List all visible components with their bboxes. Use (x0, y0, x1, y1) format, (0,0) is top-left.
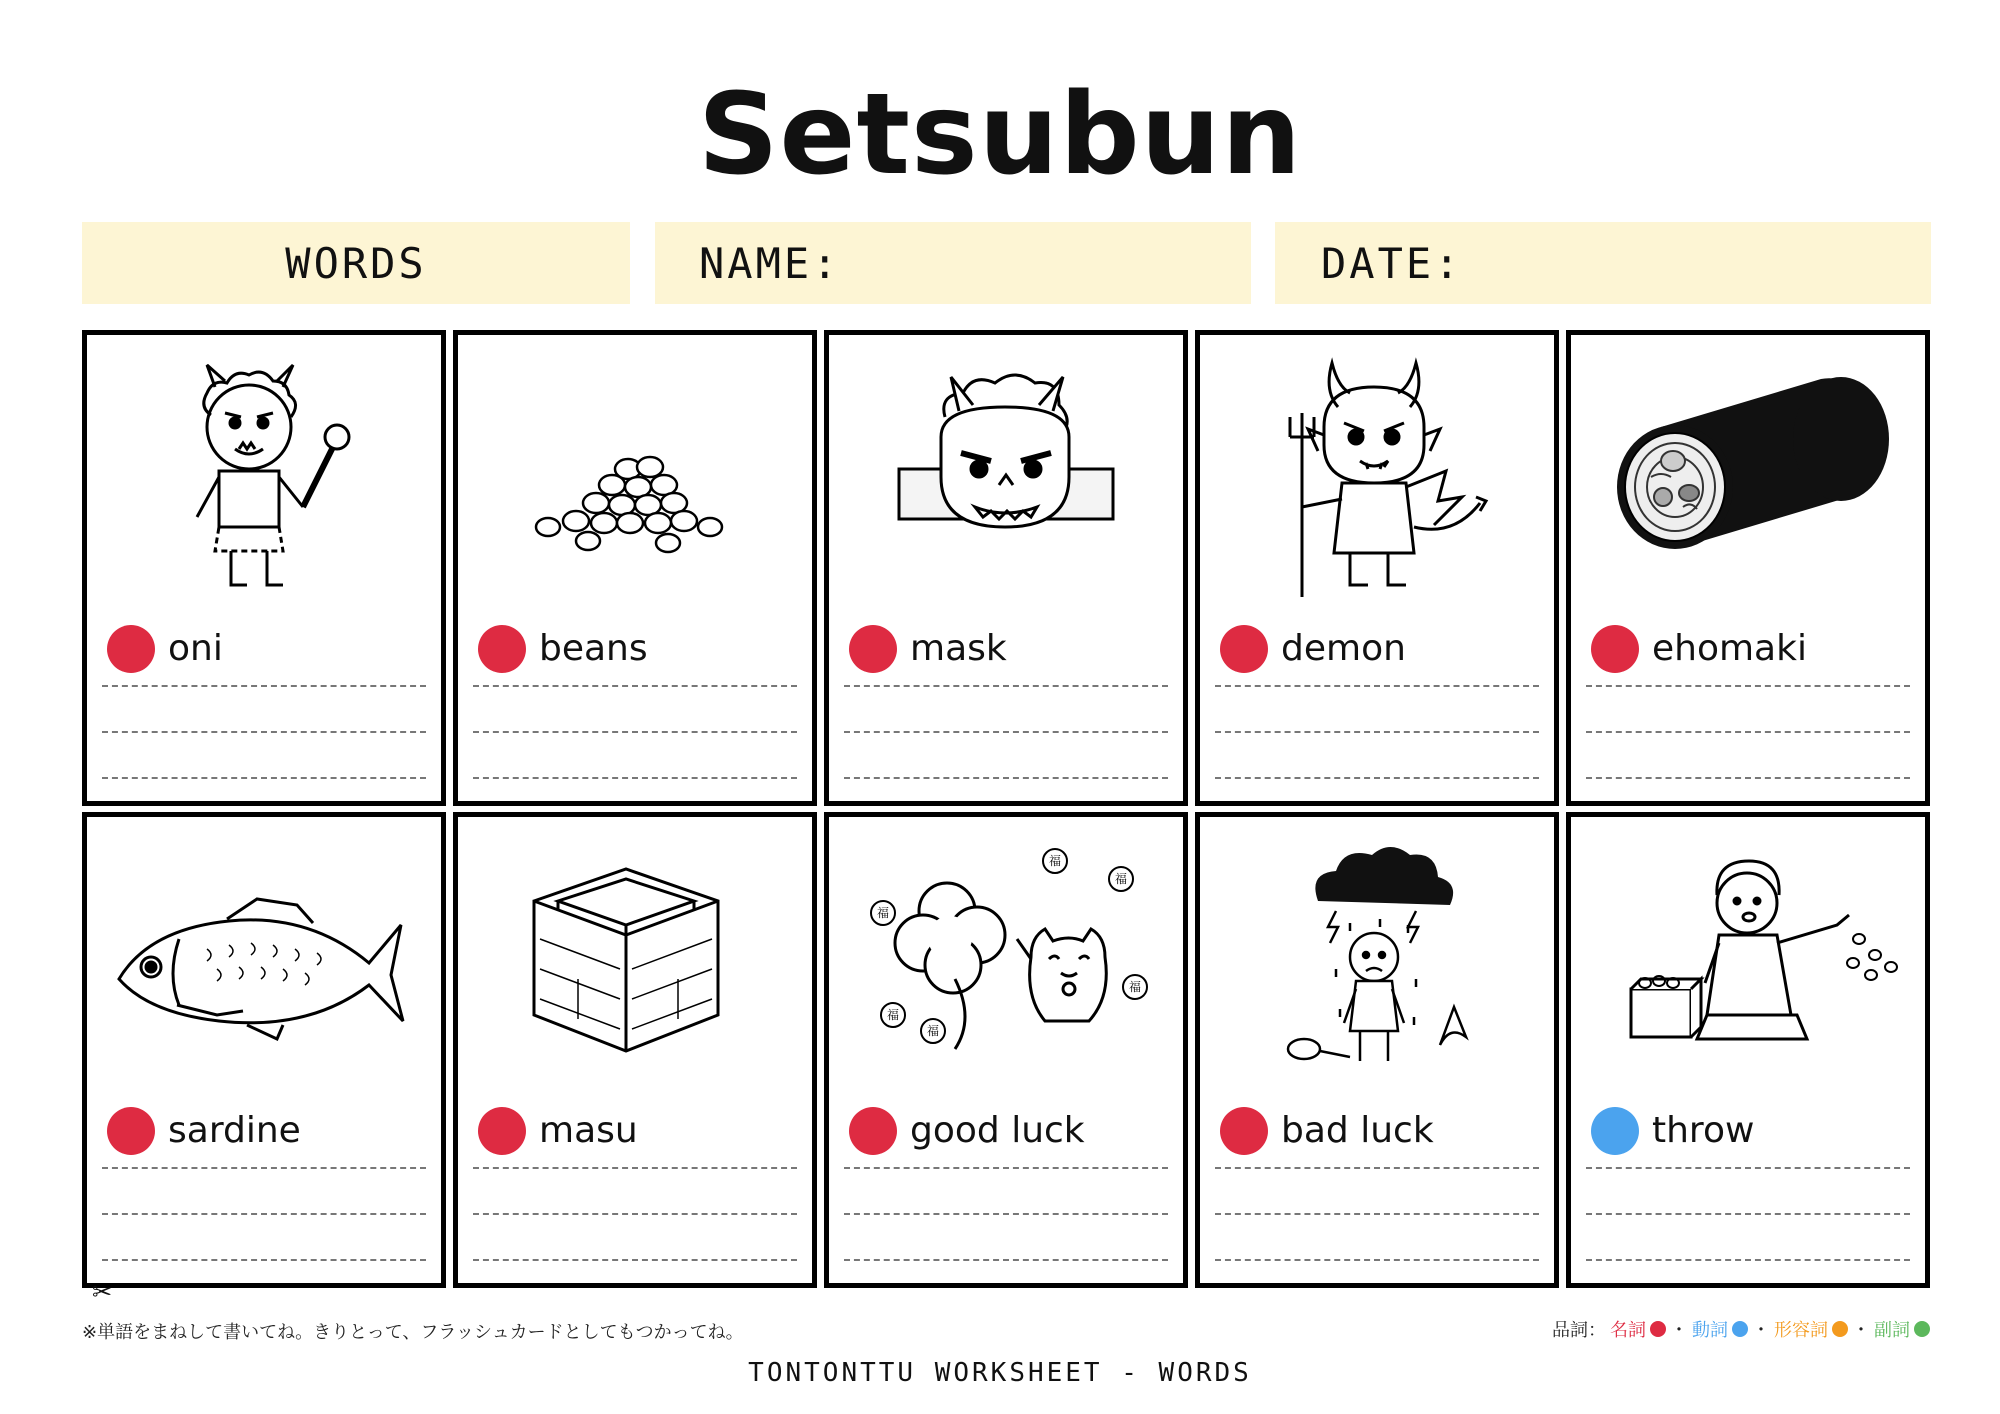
footer-label: TONTONTTU WORKSHEET - WORDS (748, 1358, 1252, 1388)
writing-line (844, 1167, 1168, 1169)
card-word: beans (539, 628, 648, 669)
writing-line (1215, 1167, 1539, 1169)
writing-line (844, 1213, 1168, 1215)
beans-icon (478, 357, 792, 607)
words-header (82, 222, 630, 304)
card-word: oni (168, 628, 223, 669)
writing-line (1215, 685, 1539, 687)
noun-marker (849, 1107, 897, 1155)
noun-marker (107, 625, 155, 673)
name-label: NAME: (699, 238, 841, 288)
writing-line (102, 1213, 426, 1215)
word-card-mask (824, 330, 1188, 806)
svg-text:福: 福 (1114, 872, 1128, 886)
writing-line (102, 777, 426, 779)
words-header-label: WORDS (285, 238, 427, 288)
card-word: bad luck (1281, 1110, 1434, 1151)
svg-text:福: 福 (1128, 980, 1142, 994)
bad-luck-icon (1220, 839, 1534, 1089)
legend-verb: 動詞 (1692, 1320, 1728, 1341)
writing-line (473, 685, 797, 687)
adverb-swatch (1914, 1321, 1930, 1337)
masu-icon (478, 839, 792, 1089)
writing-line (102, 1259, 426, 1261)
scissors-icon: ✂ (92, 1278, 113, 1306)
word-card-oni (82, 330, 446, 806)
writing-line (1586, 1213, 1910, 1215)
writing-line (1586, 777, 1910, 779)
word-card-good-luck (824, 812, 1188, 1288)
adjective-swatch (1832, 1321, 1848, 1337)
writing-line (1215, 1213, 1539, 1215)
svg-text:福: 福 (1048, 854, 1062, 868)
card-word: ehomaki (1652, 628, 1807, 669)
legend-sep: ・ (1670, 1320, 1688, 1341)
legend-sep: ・ (1852, 1320, 1870, 1341)
writing-line (473, 1213, 797, 1215)
instruction-note: ※単語をまねして書いてね。きりとって、フラッシュカードとしてもつかってね。 (82, 1322, 744, 1343)
word-card-throw (1566, 812, 1930, 1288)
name-field[interactable] (655, 222, 1251, 304)
oni-icon (107, 357, 421, 607)
noun-marker (107, 1107, 155, 1155)
writing-line (1586, 1167, 1910, 1169)
noun-marker (1591, 625, 1639, 673)
noun-marker (478, 625, 526, 673)
demon-icon (1220, 357, 1534, 607)
word-card-demon (1195, 330, 1559, 806)
verb-marker (1591, 1107, 1639, 1155)
card-word: mask (910, 628, 1007, 669)
writing-line (102, 685, 426, 687)
writing-line (844, 731, 1168, 733)
writing-line (102, 1167, 426, 1169)
writing-line (1586, 685, 1910, 687)
legend-prefix: 品詞： (1552, 1320, 1606, 1341)
card-word: throw (1652, 1110, 1755, 1151)
writing-line (844, 685, 1168, 687)
legend-adjective: 形容詞 (1774, 1320, 1828, 1341)
svg-text:福: 福 (926, 1024, 940, 1038)
legend-noun: 名詞 (1610, 1320, 1646, 1341)
ehomaki-icon (1591, 357, 1905, 607)
throw-icon (1591, 839, 1905, 1089)
noun-marker (849, 625, 897, 673)
writing-line (473, 731, 797, 733)
page-title: Setsubun (697, 70, 1303, 200)
writing-line (1215, 731, 1539, 733)
date-label: DATE: (1321, 238, 1463, 288)
writing-line (473, 1167, 797, 1169)
parts-of-speech-legend (1552, 1316, 1930, 1342)
mask-icon (849, 357, 1163, 607)
card-word: good luck (910, 1110, 1085, 1151)
card-word: demon (1281, 628, 1406, 669)
good-luck-icon (849, 839, 1163, 1089)
verb-swatch (1732, 1321, 1748, 1337)
writing-line (844, 1259, 1168, 1261)
svg-text:福: 福 (876, 906, 890, 920)
card-word: masu (539, 1110, 638, 1151)
word-card-ehomaki (1566, 330, 1930, 806)
writing-line (473, 1259, 797, 1261)
writing-line (1215, 1259, 1539, 1261)
legend-adverb: 副詞 (1874, 1320, 1910, 1341)
card-word: sardine (168, 1110, 301, 1151)
svg-text:福: 福 (886, 1008, 900, 1022)
sardine-icon (107, 839, 421, 1089)
word-card-masu (453, 812, 817, 1288)
writing-line (1215, 777, 1539, 779)
word-card-bad-luck (1195, 812, 1559, 1288)
writing-line (1586, 731, 1910, 733)
noun-marker (1220, 625, 1268, 673)
writing-line (102, 731, 426, 733)
writing-line (473, 777, 797, 779)
word-card-sardine (82, 812, 446, 1288)
writing-line (1586, 1259, 1910, 1261)
noun-marker (478, 1107, 526, 1155)
date-field[interactable] (1275, 222, 1931, 304)
noun-swatch (1650, 1321, 1666, 1337)
legend-sep: ・ (1752, 1320, 1770, 1341)
word-card-beans (453, 330, 817, 806)
noun-marker (1220, 1107, 1268, 1155)
writing-line (844, 777, 1168, 779)
